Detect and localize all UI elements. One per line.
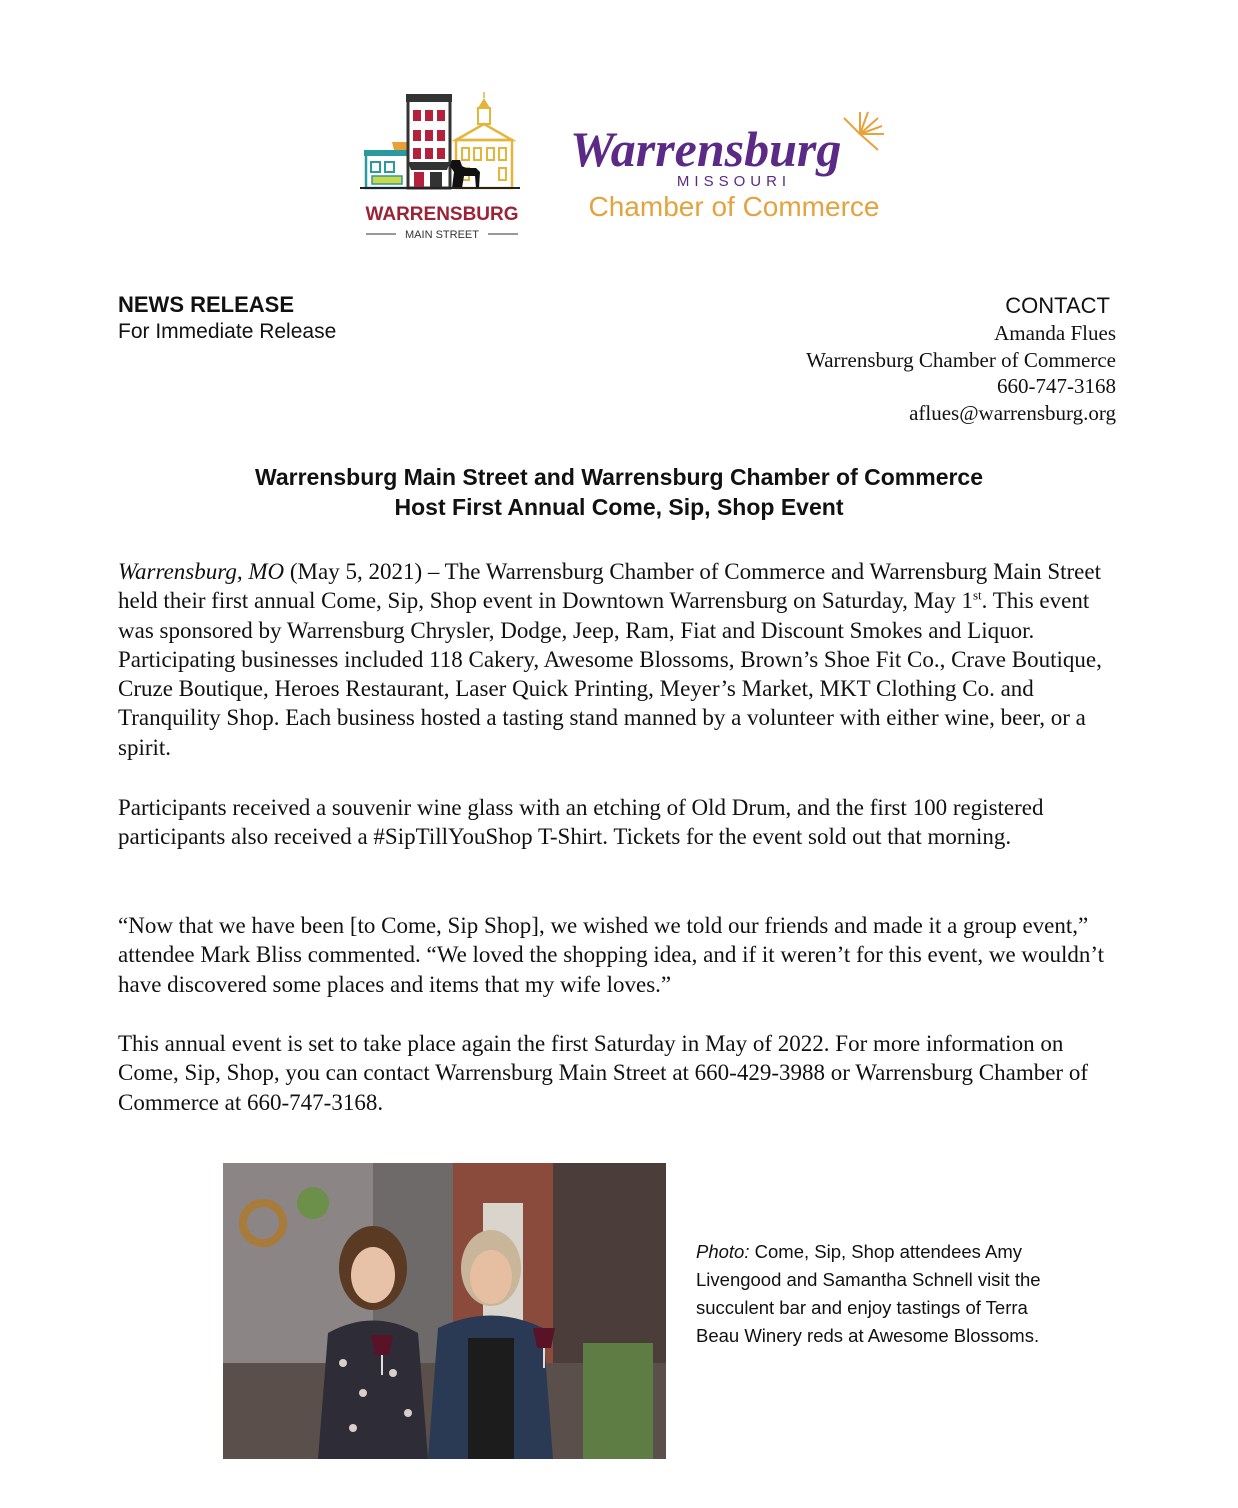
contact-email: aflues@warrensburg.org <box>909 400 1116 425</box>
photo-caption <box>696 1238 1056 1350</box>
contact-name: Amanda Flues <box>994 321 1116 345</box>
dateline: Warrensburg, MO <box>118 559 285 584</box>
news-release-label: NEWS RELEASE <box>118 292 295 317</box>
chamber-of-commerce-logo <box>562 108 902 228</box>
sun-icon <box>844 112 884 150</box>
body-paragraph-3: “Now that we have been [to Come, Sip Shop], we wished we told our friends and made it a group event,” attendee Mark Bliss commented. “We loved the shopping idea, and if it weren’t for this event, we wouldn’t have discovered some places and items that my wife loves.” <box>118 913 1105 997</box>
chamber-logo-state: MISSOURI <box>676 173 792 190</box>
body-paragraph-4: This annual event is set to take place again the first Saturday in May of 2022. For more information on Come, Sip, Shop, you can contact Warrensburg Main Street at 660-429-3988 or Warrensburg Chamber of Commerce at 660-747-3168. <box>118 1031 1088 1115</box>
warrensburg-main-street-logo <box>352 90 532 250</box>
chamber-logo-script: Warrensburg <box>570 121 842 177</box>
contact-block <box>806 292 1116 426</box>
event-photo <box>223 1163 666 1459</box>
headline <box>0 462 1238 522</box>
main-street-logo-title: WARRENSBURG <box>365 204 519 225</box>
headline-line-2: Host First Annual Come, Sip, Shop Event <box>394 494 844 520</box>
contact-label: CONTACT <box>1005 293 1110 318</box>
caption-text: Come, Sip, Shop attendees Amy Livengood and Samantha Schnell visit the succulent bar and enjoy tastings of Terra Beau Winery reds at Awesome Blossoms. <box>696 1241 1041 1346</box>
headline-line-1: Warrensburg Main Street and Warrensburg Chamber of Commerce <box>254 464 984 490</box>
chamber-logo-name: Chamber of Commerce <box>588 191 880 222</box>
contact-organization: Warrensburg Chamber of Commerce <box>806 347 1116 372</box>
main-street-logo-subtitle: MAIN STREET <box>405 229 479 241</box>
caption-label: Photo: <box>696 1241 750 1262</box>
body-paragraph-1: Warrensburg, MO (May 5, 2021) – The Warrensburg Chamber of Commerce and Warrensburg Main Street held their first annual Come, Sip, Shop event in Downtown Warrensburg on Saturday, May 1st. This event was sponsored by Warrensburg Chrysler, Dodge, Jeep, Ram, Fiat and Discount Smokes and Liquor. Participating businesses included 118 Cakery, Awesome Blossoms, Brown’s Shoe Fit Co., Crave Boutique, Cruze Boutique, Heroes Restaurant, Laser Quick Printing, Meyer’s Market, MKT Clothing Co. and Tranquility Shop. Each business hosted a tasting stand manned by a volunteer with either wine, beer, or a spirit. <box>118 559 1102 760</box>
release-type: For Immediate Release <box>118 320 337 343</box>
body-paragraph-2: Participants received a souvenir wine glass with an etching of Old Drum, and the first 100 registered participants also received a #SipTillYouShop T-Shirt. Tickets for the event sold out that morning. <box>118 795 1044 850</box>
contact-phone: 660-747-3168 <box>997 374 1116 398</box>
